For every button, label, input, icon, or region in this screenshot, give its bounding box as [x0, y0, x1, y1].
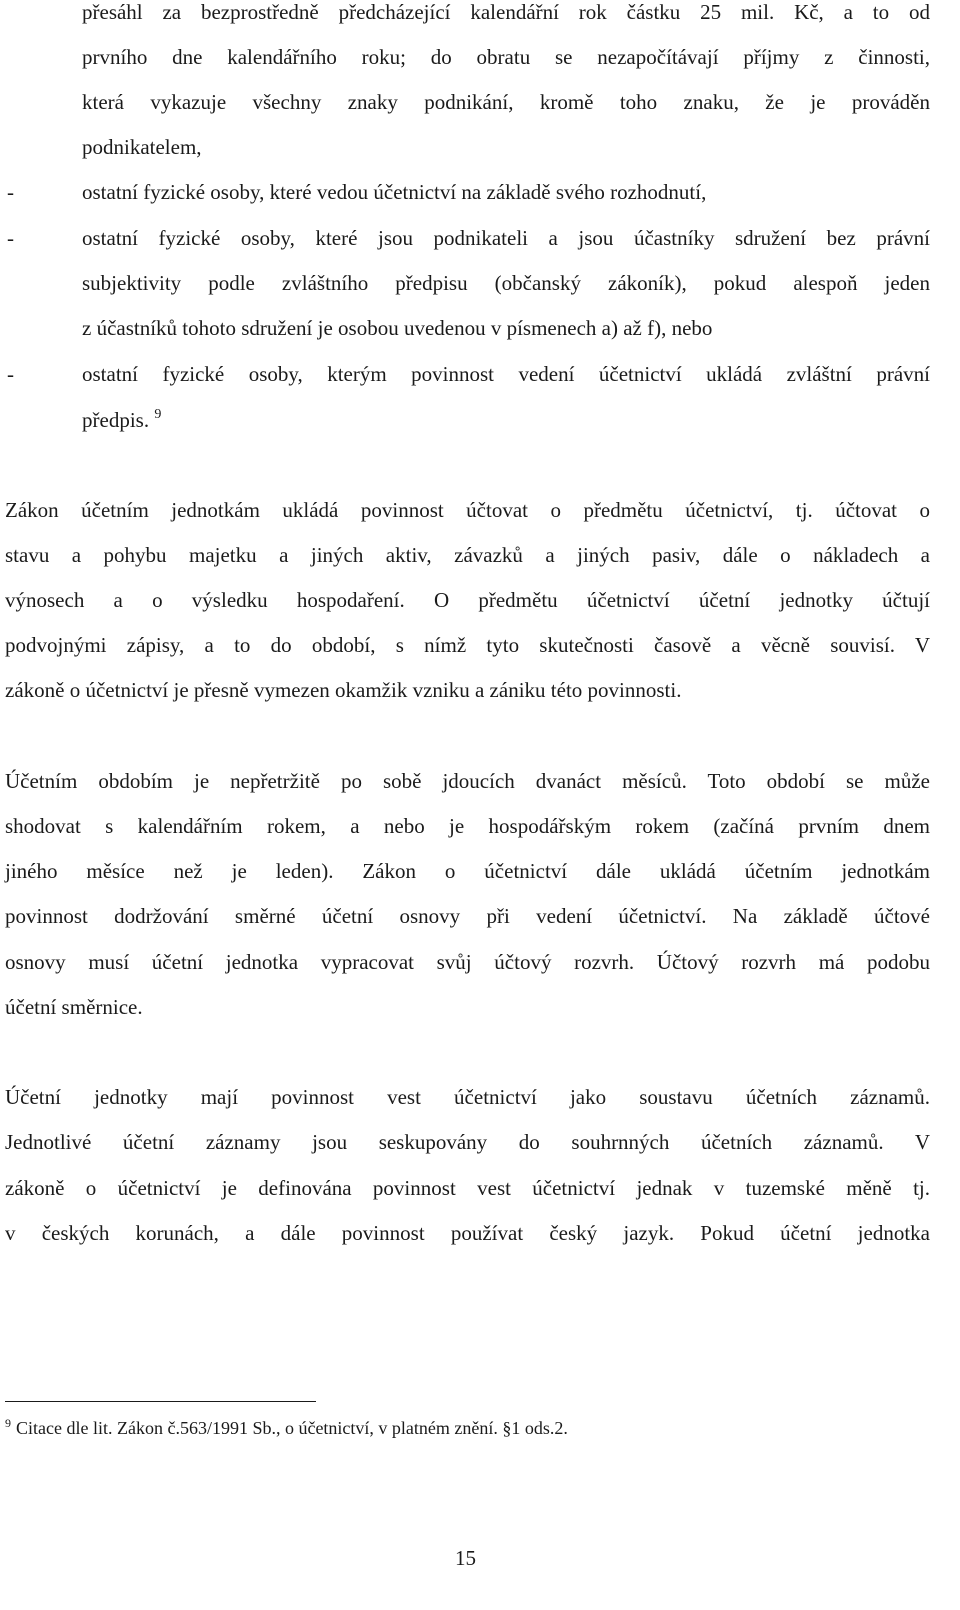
footnote [5, 1416, 568, 1439]
list-item-line: z účastníků tohoto sdružení je osobou uvedenou v písmenech a) až f), nebo [82, 316, 713, 340]
list-item-text: předpis. [82, 408, 150, 432]
paragraph-line: Zákon účetním jednotkám ukládá povinnost účtovat o předmětu účetnictví, tj. účtovat o [5, 498, 930, 522]
list-item-line: subjektivity podle zvláštního předpisu (občanský zákoník), pokud alespoň jeden [82, 271, 930, 295]
paragraph-line: podvojnými zápisy, a to do období, s nímž tyto skutečnosti časově a věcně souvisí. V [5, 633, 930, 657]
intro-line: která vykazuje všechny znaky podnikání, kromě toho znaku, že je prováděn [82, 90, 930, 114]
paragraph-line: v českých korunách, a dále povinnost používat český jazyk. Pokud účetní jednotka [5, 1221, 930, 1245]
footnote-reference: 9 [154, 407, 162, 422]
list-item-line: ostatní fyzické osoby, které vedou účetnictví na základě svého rozhodnutí, [82, 180, 707, 204]
paragraph-line: výnosech a o výsledku hospodaření. O předmětu účetnictví účetní jednotky účtují [5, 588, 930, 612]
footnote-mark: 9 [5, 1416, 11, 1430]
paragraph-line: účetní směrnice. [5, 995, 143, 1019]
paragraph-line: stavu a pohybu majetku a jiných aktiv, závazků a jiných pasiv, dále o nákladech a [5, 543, 930, 567]
paragraph-line: Jednotlivé účetní záznamy jsou seskupovány do souhrnných účetních záznamů. V [5, 1130, 930, 1154]
intro-line: prvního dne kalendářního roku; do obratu se nezapočítávají příjmy z činnosti, [82, 45, 930, 69]
paragraph-line: shodovat s kalendářním rokem, a nebo je hospodářským rokem (začíná prvním dnem [5, 814, 930, 838]
intro-line: podnikatelem, [82, 135, 202, 159]
paragraph-line: zákoně o účetnictví je přesně vymezen okamžik vzniku a zániku této povinnosti. [5, 678, 682, 702]
paragraph-line: zákoně o účetnictví je definována povinnost vest účetnictví jednak v tuzemské měně tj. [5, 1176, 930, 1200]
list-bullet: - [7, 362, 14, 386]
footnote-separator [5, 1401, 316, 1402]
page-number: 15 [455, 1546, 476, 1570]
intro-line: přesáhl za bezprostředně předcházející kalendářní rok částku 25 mil. Kč, a to od [82, 0, 930, 24]
paragraph-line: jiného měsíce než je leden). Zákon o účetnictví dále ukládá účetním jednotkám [5, 859, 930, 883]
list-bullet: - [7, 180, 14, 204]
list-item-line-last [82, 409, 161, 431]
paragraph-line: povinnost dodržování směrné účetní osnovy při vedení účetnictví. Na základě účtové [5, 904, 930, 928]
list-bullet: - [7, 226, 14, 250]
paragraph-line: Účetním obdobím je nepřetržitě po sobě jdoucích dvanáct měsíců. Toto období se může [5, 769, 930, 793]
list-item-line: ostatní fyzické osoby, kterým povinnost vedení účetnictví ukládá zvláštní právní [82, 362, 930, 386]
paragraph-line: osnovy musí účetní jednotka vypracovat svůj účtový rozvrh. Účtový rozvrh má podobu [5, 950, 930, 974]
paragraph-line: Účetní jednotky mají povinnost vest účetnictví jako soustavu účetních záznamů. [5, 1085, 930, 1109]
list-item-line: ostatní fyzické osoby, které jsou podnikateli a jsou účastníky sdružení bez právní [82, 226, 930, 250]
footnote-text: Citace dle lit. Zákon č.563/1991 Sb., o účetnictví, v platném znění. §1 ods.2. [16, 1418, 568, 1438]
